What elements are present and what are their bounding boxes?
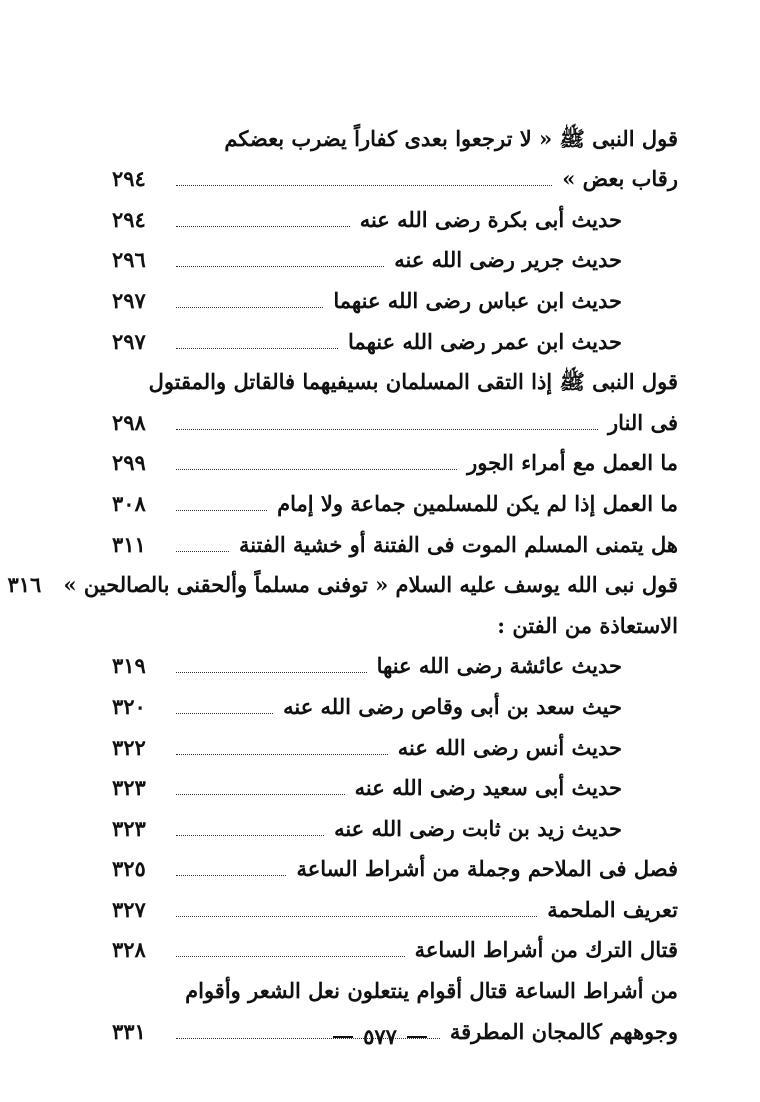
page-footer <box>0 1024 760 1049</box>
toc-entry <box>112 924 678 965</box>
entry-page-number: ٣٢٥ <box>112 856 146 882</box>
entry-page-number: ٣١٦ <box>7 572 42 598</box>
toc-entry <box>112 721 678 762</box>
entry-page-number: ٣٢٨ <box>112 937 146 963</box>
entry-title: حديث جرير رضى الله عنه <box>394 247 622 273</box>
entry-page-number: ٢٩٤ <box>112 166 146 192</box>
dot-leader <box>176 916 537 917</box>
toc-entry <box>112 640 678 681</box>
toc-entry <box>7 559 678 600</box>
entry-title: قول النبى ﷺ « لا ترجعوا بعدى كفاراً يضرب بعضكم <box>224 125 678 151</box>
toc-entry <box>112 193 678 234</box>
entry-page-number: ٣٣١ <box>112 1018 146 1044</box>
dot-leader <box>176 551 229 552</box>
entry-page-number: ٢٩٦ <box>112 247 146 273</box>
toc-entry <box>112 477 678 518</box>
toc-entry <box>112 274 678 315</box>
toc-entry <box>112 680 678 721</box>
entry-title: هل يتمنى المسلم الموت فى الفتنة أو خشية الفتنة <box>238 531 678 557</box>
entry-page-number: ٣١١ <box>112 531 146 557</box>
entry-page-number: ٢٩٧ <box>112 328 146 354</box>
entry-page-number: ٣٢٣ <box>112 815 146 841</box>
entry-page-number: ٣٠٨ <box>112 490 146 516</box>
toc-entry <box>112 153 678 194</box>
toc-entry <box>112 396 678 437</box>
entry-title: رقاب بعض » <box>562 166 678 192</box>
dot-leader <box>176 266 384 267</box>
entry-title: حيث سعد بن أبى وقاص رضى الله عنه <box>283 693 622 719</box>
toc-entry <box>112 843 678 884</box>
toc-entry <box>112 518 678 559</box>
toc-entry <box>112 802 678 843</box>
entry-title: ما العمل مع أمراء الجور <box>467 450 678 476</box>
footer-dash-left <box>333 1036 353 1038</box>
entry-title: فى النار <box>608 409 678 435</box>
dot-leader <box>176 713 273 714</box>
toc-entry <box>112 356 678 397</box>
toc-section-heading <box>112 599 678 640</box>
entry-title: حديث ابن عمر رضى الله عنهما <box>348 328 622 354</box>
entry-title: من أشراط الساعة قتال أقوام ينتعلون نعل الشعر وأقوام <box>185 978 678 1004</box>
entry-title: حديث أبى بكرة رضى الله عنه <box>359 206 622 232</box>
toc-entry <box>112 762 678 803</box>
entry-title: الاستعاذة من الفتن : <box>497 612 678 638</box>
dot-leader <box>176 226 350 227</box>
dot-leader <box>176 348 338 349</box>
entry-page-number: ٣٢٣ <box>112 775 146 801</box>
dot-leader <box>176 754 388 755</box>
dot-leader <box>176 429 598 430</box>
dot-leader <box>176 185 552 186</box>
toc-entry <box>112 437 678 478</box>
entry-title: حديث عائشة رضى الله عنها <box>376 653 622 679</box>
page-number: ٥٧٧ <box>363 1024 397 1049</box>
entry-page-number: ٢٩٤ <box>112 206 146 232</box>
toc-entry <box>112 112 678 153</box>
toc-entry <box>112 964 678 1005</box>
entry-page-number: ٢٩٩ <box>112 450 146 476</box>
dot-leader <box>176 672 367 673</box>
entry-title: قول النبى ﷺ إذا التقى المسلمان بسيفيهما فالقاتل والمقتول <box>148 369 678 395</box>
entry-title: تعريف الملحمة <box>547 896 678 922</box>
entry-page-number: ٣٢٠ <box>112 693 146 719</box>
entry-title: وجوههم كالمجان المطرقة <box>449 1018 678 1044</box>
dot-leader <box>176 469 457 470</box>
entry-title: فصل فى الملاحم وجملة من أشراط الساعة <box>296 856 678 882</box>
toc-entry <box>112 883 678 924</box>
dot-leader <box>176 794 345 795</box>
entry-page-number: ٢٩٧ <box>112 287 146 313</box>
dot-leader <box>176 875 286 876</box>
entry-title: قتال الترك من أشراط الساعة <box>414 937 678 963</box>
dot-leader <box>176 307 323 308</box>
dot-leader <box>176 835 324 836</box>
dot-leader <box>176 510 267 511</box>
entry-page-number: ٣٢٧ <box>112 896 146 922</box>
entry-page-number: ٣١٩ <box>112 653 146 679</box>
entry-title: حديث زيد بن ثابت رضى الله عنه <box>334 815 622 841</box>
entry-title: حديث أبى سعيد رضى الله عنه <box>354 775 622 801</box>
entry-title: ما العمل إذا لم يكن للمسلمين جماعة ولا إمام <box>277 490 678 516</box>
entry-page-number: ٢٩٨ <box>112 409 146 435</box>
toc-entry <box>112 315 678 356</box>
table-of-contents <box>7 112 678 1046</box>
entry-title: حديث ابن عباس رضى الله عنهما <box>333 287 622 313</box>
entry-page-number: ٣٢٢ <box>112 734 146 760</box>
entry-title: قول نبى الله يوسف عليه السلام « توفنى مسلماً وألحقنى بالصالحين » <box>63 572 678 598</box>
toc-entry <box>112 234 678 275</box>
dot-leader <box>176 956 405 957</box>
footer-dash-right <box>407 1036 427 1038</box>
entry-title: حديث أنس رضى الله عنه <box>397 734 622 760</box>
